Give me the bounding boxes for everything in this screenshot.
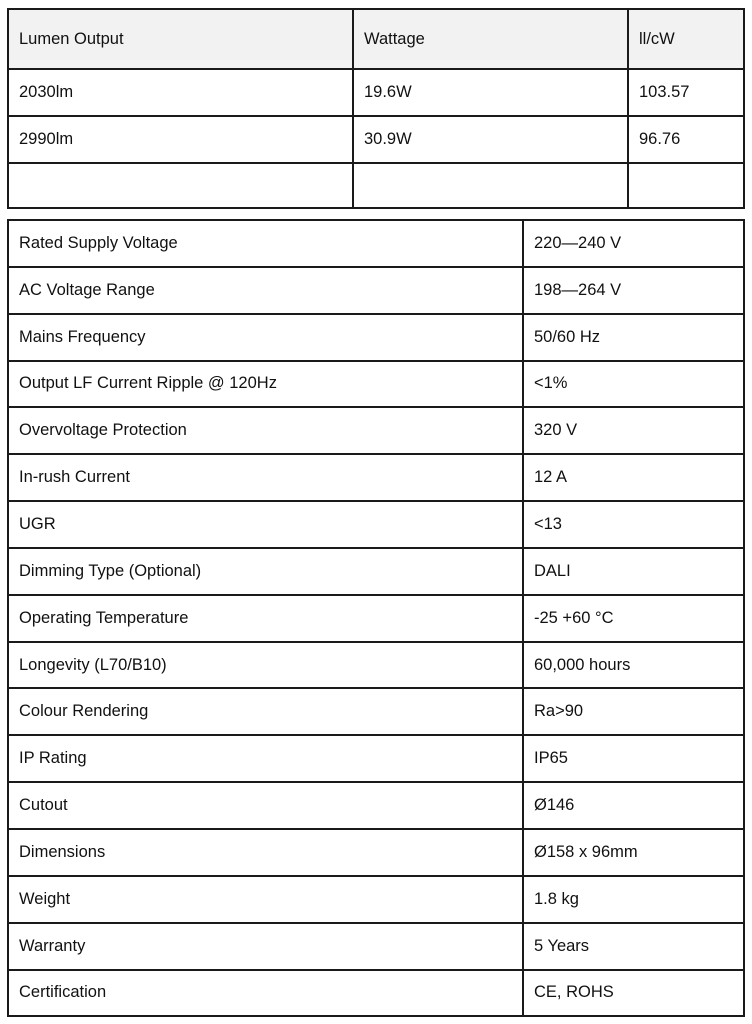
- spec-value: DALI: [523, 548, 744, 595]
- spec-value: <1%: [523, 361, 744, 408]
- spec-value: Ø158 x 96mm: [523, 829, 744, 876]
- cell-wattage: 19.6W: [353, 69, 628, 116]
- spec-label: Cutout: [8, 782, 523, 829]
- spec-row: [8, 642, 744, 689]
- spec-label: Certification: [8, 970, 523, 1017]
- spec-label: Colour Rendering: [8, 688, 523, 735]
- spec-row: [8, 595, 744, 642]
- spec-value: <13: [523, 501, 744, 548]
- spec-row: [8, 782, 744, 829]
- spec-label: UGR: [8, 501, 523, 548]
- spec-value: -25 +60 °C: [523, 595, 744, 642]
- spec-label: Dimensions: [8, 829, 523, 876]
- spec-label: Overvoltage Protection: [8, 407, 523, 454]
- spec-row: [8, 923, 744, 970]
- cell-lumen-output: 2990lm: [8, 116, 353, 163]
- spec-value: 1.8 kg: [523, 876, 744, 923]
- spec-label: In-rush Current: [8, 454, 523, 501]
- header-wattage: Wattage: [353, 9, 628, 69]
- spec-label: Rated Supply Voltage: [8, 220, 523, 267]
- spec-label: Warranty: [8, 923, 523, 970]
- spec-row: [8, 970, 744, 1017]
- spec-row: [8, 688, 744, 735]
- spec-value: 60,000 hours: [523, 642, 744, 689]
- table-row-empty: [8, 163, 744, 208]
- spec-row: [8, 454, 744, 501]
- spec-value: CE, ROHS: [523, 970, 744, 1017]
- spec-label: Longevity (L70/B10): [8, 642, 523, 689]
- table-row: [8, 116, 744, 163]
- specification-table-body: [8, 220, 744, 1016]
- table-row: [8, 69, 744, 116]
- spec-row: [8, 876, 744, 923]
- spec-value: 50/60 Hz: [523, 314, 744, 361]
- spec-label: AC Voltage Range: [8, 267, 523, 314]
- spec-row: [8, 220, 744, 267]
- spec-value: IP65: [523, 735, 744, 782]
- spec-value: Ø146: [523, 782, 744, 829]
- cell-efficacy: 96.76: [628, 116, 744, 163]
- spec-row: [8, 267, 744, 314]
- lumen-output-table: [7, 8, 745, 209]
- spec-row: [8, 735, 744, 782]
- spec-row: [8, 407, 744, 454]
- spec-label: Output LF Current Ripple @ 120Hz: [8, 361, 523, 408]
- spec-row: [8, 501, 744, 548]
- spec-value: Ra>90: [523, 688, 744, 735]
- header-lumen-output: Lumen Output: [8, 9, 353, 69]
- spec-value: 198—264 V: [523, 267, 744, 314]
- lumen-table-header-row: [8, 9, 744, 69]
- spec-label: IP Rating: [8, 735, 523, 782]
- spec-value: 5 Years: [523, 923, 744, 970]
- specification-table: [7, 219, 745, 1017]
- spec-label: Weight: [8, 876, 523, 923]
- cell-wattage: 30.9W: [353, 116, 628, 163]
- spec-row: [8, 314, 744, 361]
- header-efficacy: ll/cW: [628, 9, 744, 69]
- spec-row: [8, 829, 744, 876]
- cell-empty: [353, 163, 628, 208]
- spec-label: Operating Temperature: [8, 595, 523, 642]
- spec-row: [8, 548, 744, 595]
- cell-empty: [628, 163, 744, 208]
- spec-value: 12 A: [523, 454, 744, 501]
- spec-label: Mains Frequency: [8, 314, 523, 361]
- cell-efficacy: 103.57: [628, 69, 744, 116]
- spec-value: 320 V: [523, 407, 744, 454]
- spec-row: [8, 361, 744, 408]
- spec-label: Dimming Type (Optional): [8, 548, 523, 595]
- spec-value: 220—240 V: [523, 220, 744, 267]
- cell-lumen-output: 2030lm: [8, 69, 353, 116]
- cell-empty: [8, 163, 353, 208]
